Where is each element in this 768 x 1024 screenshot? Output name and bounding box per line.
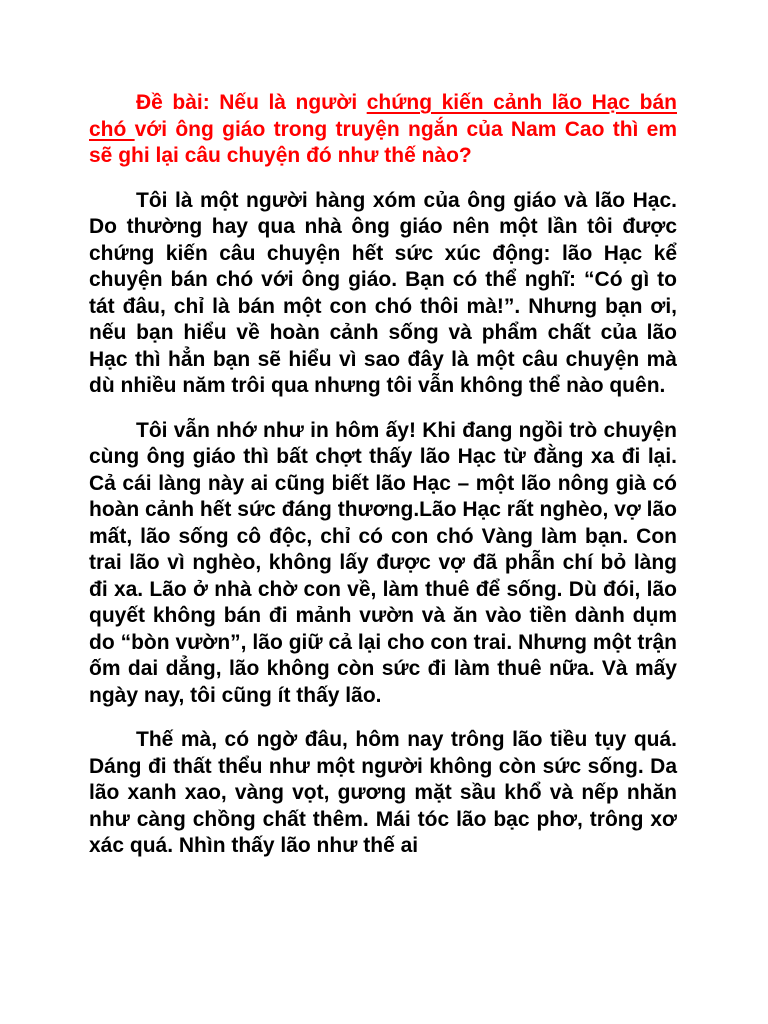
prompt-suffix: với ông giáo trong truyện ngắn của Nam Cao thì em sẽ ghi lại câu chuyện đó như thế nào? <box>89 117 677 167</box>
paragraph-2: Tôi vẫn nhớ như in hôm ấy! Khi đang ngồi trò chuyện cùng ông giáo thì bất chợt thấy lão Hạc từ đằng xa đi lại. Cả cái làng này ai cũng biết lão Hạc – một lão nông già có hoàn cảnh hết sức đáng thương.Lão Hạc rất nghèo, vợ lão mất, lão sống cô độc, chỉ có con chó Vàng làm bạn. Con trai lão vì nghèo, không lấy được vợ đã phẫn chí bỏ làng đi xa. Lão ở nhà chờ con về, làm thuê để sống. Dù đói, lão quyết không bán đi mảnh vườn và ăn vào tiền dành dụm do “bòn vườn”, lão giữ cả lại cho con trai. Nhưng một trận ốm dai dẳng, lão không còn sức đi làm thuê nữa. Và mấy ngày nay, tôi cũng ít thấy lão. <box>89 418 677 707</box>
essay-prompt <box>89 90 677 170</box>
paragraph-3: Thế mà, có ngờ đâu, hôm nay trông lão tiều tụy quá. Dáng đi thất thểu như một người không còn sức sống. Da lão xanh xao, vàng vọt, gương mặt sầu khổ và nếp nhăn như càng chồng chất thêm. Mái tóc lão bạc phơ, trông xơ xác quá. Nhìn thấy lão như thế ai <box>89 728 677 857</box>
document-body <box>89 90 677 878</box>
paragraph-1: Tôi là một người hàng xóm của ông giáo và lão Hạc. Do thường hay qua nhà ông giáo nên một lần tôi được chứng kiến câu chuyện hết sức xúc động: lão Hạc kể chuyện bán chó với ông giáo. Bạn có thể nghĩ: “Có gì to tát đâu, chỉ là bán một con chó thôi mà!”. Nhưng bạn ơi, nếu bạn hiểu về hoàn cảnh sống và phẩm chất của lão Hạc thì hẳn bạn sẽ hiểu vì sao đây là một câu chuyện mà dù nhiều năm trôi qua nhưng tôi vẫn không thể nào quên. <box>89 188 677 397</box>
prompt-prefix: Đề bài: Nếu là người <box>136 91 367 114</box>
prompt-underlined-phrase: chứng kiến cảnh lão Hạc bán chó <box>89 91 677 141</box>
